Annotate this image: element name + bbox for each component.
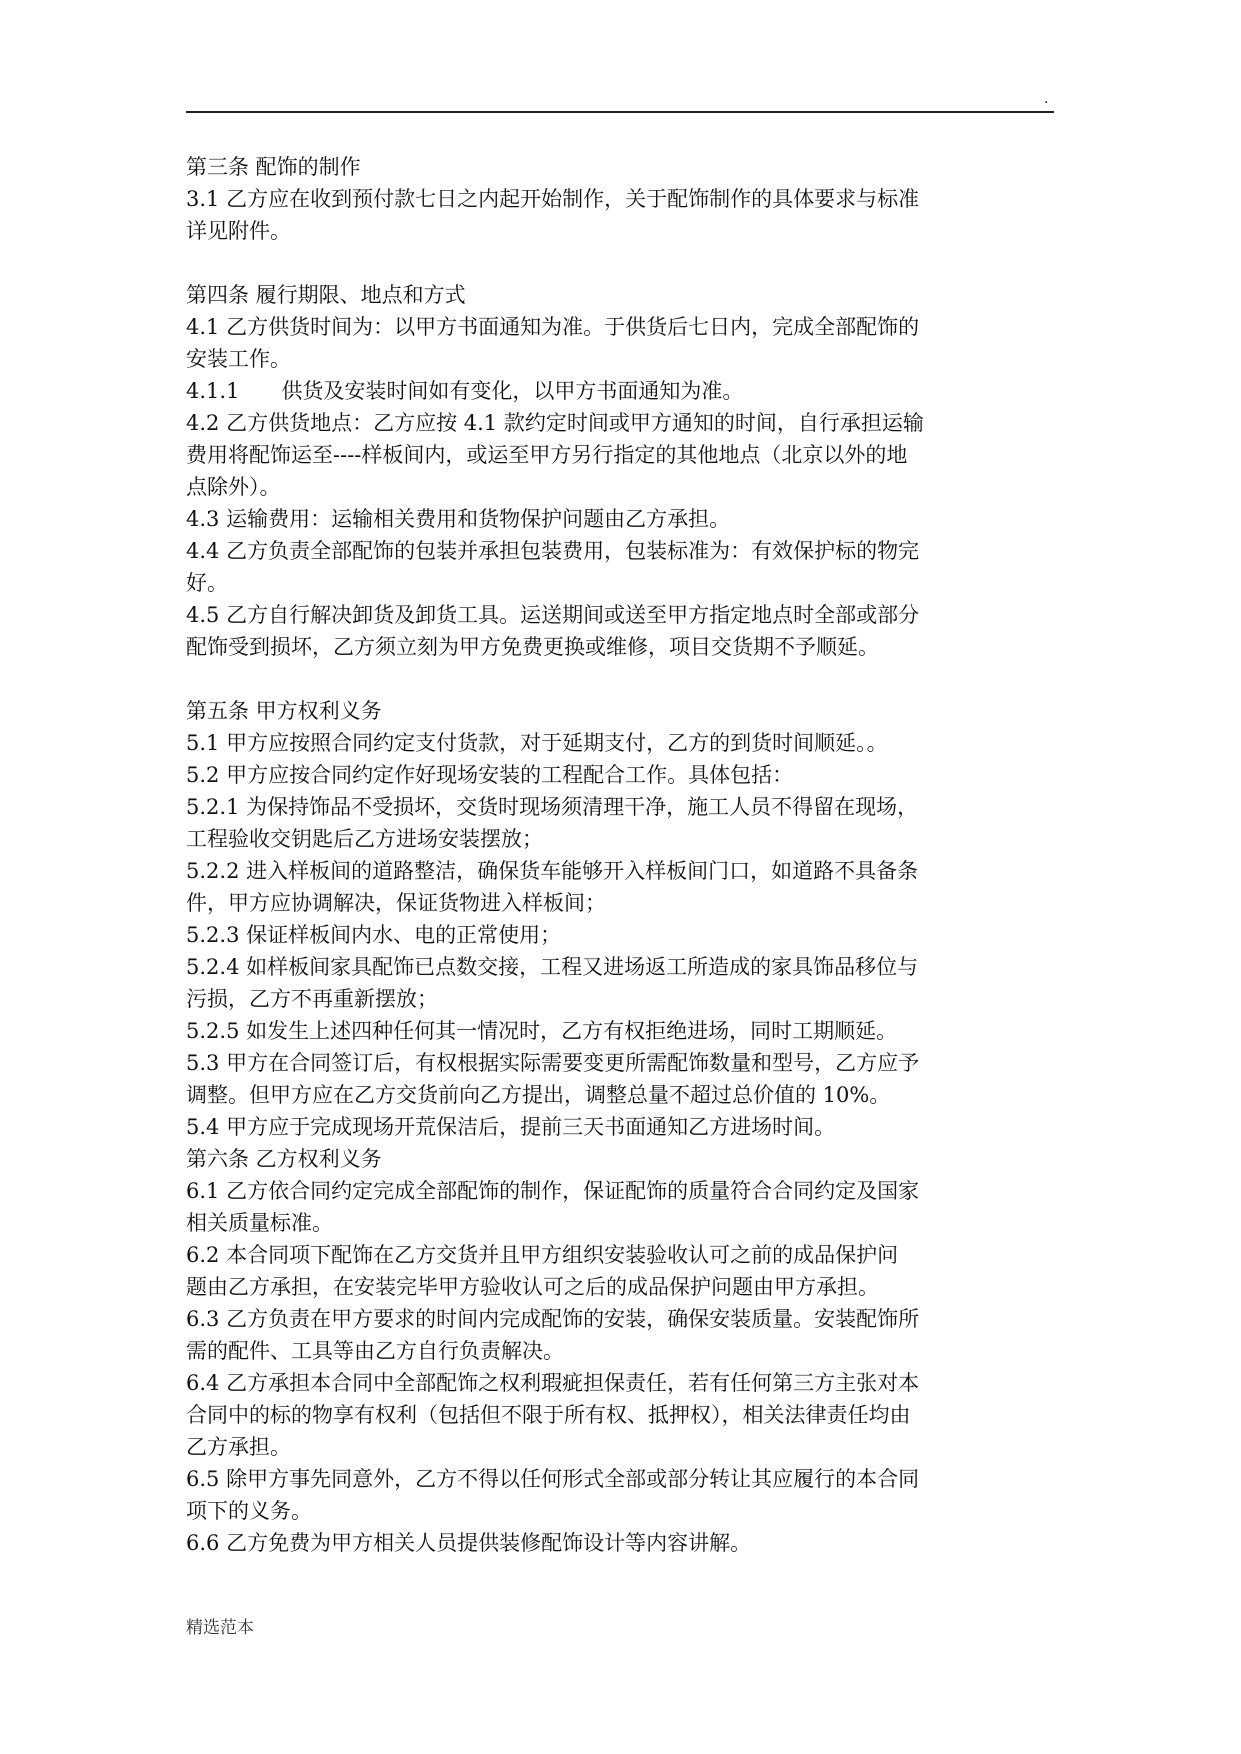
clause-5-2-2-line-2: 件，甲方应协调解决，保证货物进入样板间； xyxy=(186,891,606,915)
blank-line xyxy=(186,663,1056,695)
clause-4-1-1-number: 4.1.1 xyxy=(186,379,240,403)
article-6 xyxy=(186,1143,1056,1559)
header-mark: . xyxy=(1044,91,1049,107)
clause-5-2-2-line-1: 5.2.2 进入样板间的道路整洁，确保货车能够开入样板间门口，如道路不具备条 xyxy=(186,859,919,883)
article-3-title: 第三条 配饰的制作 xyxy=(186,155,361,179)
clause-6-1-line-1: 6.1 乙方依合同约定完成全部配饰的制作，保证配饰的质量符合合同约定及国家 xyxy=(186,1179,920,1203)
header-rule xyxy=(186,111,1054,113)
clause-5-2-1-line-1: 5.2.1 为保持饰品不受损坏，交货时现场须清理干净，施工人员不得留在现场， xyxy=(186,795,919,819)
clause-3-1-line-2: 详见附件。 xyxy=(186,219,291,243)
clause-4-4-line-2: 好。 xyxy=(186,571,228,595)
clause-5-2-5: 5.2.5 如发生上述四种任何其一情况时，乙方有权拒绝进场，同时工期顺延。 xyxy=(186,1019,898,1043)
clause-4-1-1-text: 供货及安装时间如有变化，以甲方书面通知为准。 xyxy=(281,379,744,403)
article-3 xyxy=(186,151,1056,247)
article-6-title: 第六条 乙方权利义务 xyxy=(186,1147,382,1171)
clause-5-2-4-line-1: 5.2.4 如样板间家具配饰已点数交接，工程又进场返工所造成的家具饰品移位与 xyxy=(186,955,919,979)
clause-6-1-line-2: 相关质量标准。 xyxy=(186,1211,333,1235)
clause-4-2-line-3: 点除外）。 xyxy=(186,475,281,499)
clause-4-1-line-1: 4.1 乙方供货时间为：以甲方书面通知为准。于供货后七日内，完成全部配饰的 xyxy=(186,315,920,339)
article-4 xyxy=(186,279,1056,663)
clause-5-2-1-line-2: 工程验收交钥匙后乙方进场安装摆放； xyxy=(186,827,543,851)
clause-6-4-line-2: 合同中的标的物享有权利（包括但不限于所有权、抵押权），相关法律责任均由 xyxy=(186,1403,911,1427)
clause-4-5-line-2: 配饰受到损坏，乙方须立刻为甲方免费更换或维修，项目交货期不予顺延。 xyxy=(186,635,879,659)
clause-3-1-line-1: 3.1 乙方应在收到预付款七日之内起开始制作，关于配饰制作的具体要求与标准 xyxy=(186,187,920,211)
clause-4-4-line-1: 4.4 乙方负责全部配饰的包装并承担包装费用，包装标准为：有效保护标的物完 xyxy=(186,539,920,563)
clause-4-2-line-1: 4.2 乙方供货地点：乙方应按 4.1 款约定时间或甲方通知的时间，自行承担运输 xyxy=(186,411,924,435)
clause-4-3: 4.3 运输费用：运输相关费用和货物保护问题由乙方承担。 xyxy=(186,507,731,531)
footer-label: 精选范本 xyxy=(186,1618,254,1638)
blank-line xyxy=(186,247,1056,279)
clause-6-4-line-3: 乙方承担。 xyxy=(186,1435,291,1459)
clause-5-3-line-2: 调整。但甲方应在乙方交货前向乙方提出，调整总量不超过总价值的 10%。 xyxy=(186,1083,891,1107)
clause-6-5-line-2: 项下的义务。 xyxy=(186,1499,312,1523)
clause-4-1-line-2: 安装工作。 xyxy=(186,347,291,371)
clause-5-3-line-1: 5.3 甲方在合同签订后，有权根据实际需要变更所需配饰数量和型号，乙方应予 xyxy=(186,1051,920,1075)
article-5 xyxy=(186,695,1056,1143)
clause-5-1: 5.1 甲方应按照合同约定支付货款，对于延期支付，乙方的到货时间顺延。。 xyxy=(186,731,888,755)
clause-5-2-3: 5.2.3 保证样板间内水、电的正常使用； xyxy=(186,923,562,947)
clause-6-4-line-1: 6.4 乙方承担本合同中全部配饰之权利瑕疵担保责任，若有任何第三方主张对本 xyxy=(186,1371,920,1395)
clause-6-3-line-2: 需的配件、工具等由乙方自行负责解决。 xyxy=(186,1339,564,1363)
article-5-title: 第五条 甲方权利义务 xyxy=(186,699,382,723)
clause-4-1-1 xyxy=(186,375,1056,407)
document-body xyxy=(186,151,1056,1559)
clause-6-6: 6.6 乙方免费为甲方相关人员提供装修配饰设计等内容讲解。 xyxy=(186,1531,752,1555)
clause-4-5-line-1: 4.5 乙方自行解决卸货及卸货工具。运送期间或送至甲方指定地点时全部或部分 xyxy=(186,603,920,627)
clause-6-3-line-1: 6.3 乙方负责在甲方要求的时间内完成配饰的安装，确保安装质量。安装配饰所 xyxy=(186,1307,920,1331)
clause-6-2-line-2: 题由乙方承担，在安装完毕甲方验收认可之后的成品保护问题由甲方承担。 xyxy=(186,1275,879,1299)
clause-5-4: 5.4 甲方应于完成现场开荒保洁后，提前三天书面通知乙方进场时间。 xyxy=(186,1115,836,1139)
clause-6-2-line-1: 6.2 本合同项下配饰在乙方交货并且甲方组织安装验收认可之前的成品保护问 xyxy=(186,1243,899,1267)
clause-6-5-line-1: 6.5 除甲方事先同意外，乙方不得以任何形式全部或部分转让其应履行的本合同 xyxy=(186,1467,920,1491)
clause-4-2-line-2: 费用将配饰运至----样板间内，或运至甲方另行指定的其他地点（北京以外的地 xyxy=(186,443,908,467)
clause-5-2-4-line-2: 污损，乙方不再重新摆放； xyxy=(186,987,438,1011)
article-4-title: 第四条 履行期限、地点和方式 xyxy=(186,283,466,307)
clause-5-2: 5.2 甲方应按合同约定作好现场安装的工程配合工作。具体包括： xyxy=(186,763,794,787)
